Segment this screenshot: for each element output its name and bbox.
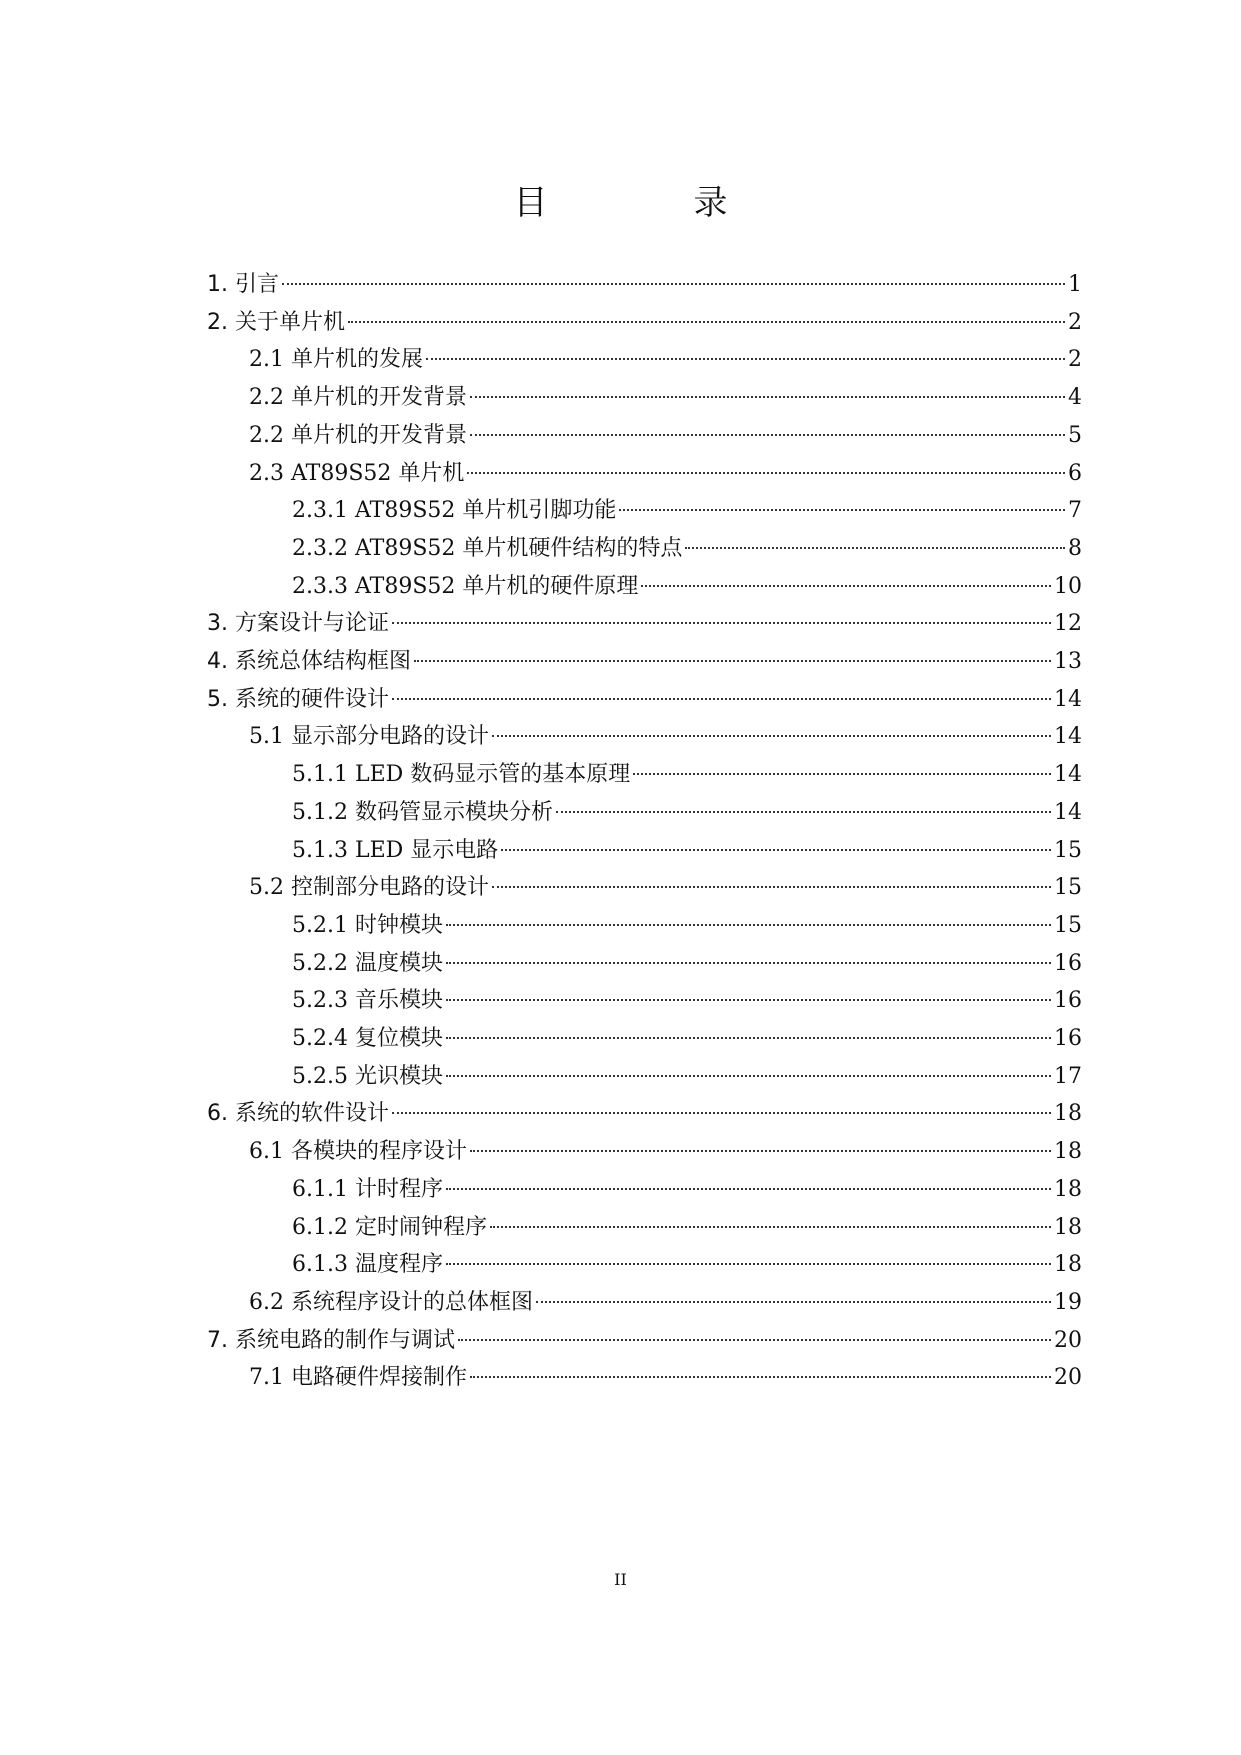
toc-entry[interactable]: [292, 905, 1082, 947]
toc-dot-leader: [446, 962, 1051, 964]
toc-entry-page: 1: [1068, 272, 1082, 297]
toc-entry-label: 2. 关于单片机: [207, 310, 345, 335]
toc-entry[interactable]: [292, 754, 1082, 796]
toc-entry-page: 15: [1054, 913, 1082, 938]
toc-entry-page: 18: [1054, 1101, 1082, 1126]
toc-dot-leader: [501, 849, 1051, 851]
toc-entry-label: 5.2.5 光识模块: [292, 1064, 443, 1089]
toc-entry[interactable]: [292, 566, 1082, 608]
toc-dot-leader: [685, 547, 1065, 549]
toc-entry-label: 5.1.1 LED 数码显示管的基本原理: [292, 762, 631, 787]
toc-entry[interactable]: [292, 1056, 1082, 1098]
toc-entry[interactable]: [292, 490, 1082, 532]
toc-entry-label: 6.1.2 定时闹钟程序: [292, 1215, 487, 1240]
toc-entry[interactable]: [207, 679, 1082, 721]
toc-entry-label: 7.1 电路硬件焊接制作: [249, 1365, 467, 1390]
toc-entry[interactable]: [292, 1018, 1082, 1060]
toc-entry-label: 5. 系统的硬件设计: [207, 687, 389, 712]
toc-dot-leader: [641, 585, 1051, 587]
toc-entry[interactable]: [207, 302, 1082, 344]
toc-entry-label: 2.3.3 AT89S52 单片机的硬件原理: [292, 574, 639, 599]
toc-entry-page: 18: [1054, 1215, 1082, 1240]
toc-entry[interactable]: [292, 1207, 1082, 1249]
toc-entry[interactable]: [207, 1093, 1082, 1135]
toc-entry[interactable]: [249, 867, 1082, 909]
toc-dot-leader: [470, 396, 1065, 398]
toc-dot-leader: [392, 1112, 1051, 1114]
toc-entry-label: 1. 引言: [207, 272, 279, 297]
toc-entry[interactable]: [249, 339, 1082, 381]
toc-entry-label: 5.1.3 LED 显示电路: [292, 838, 499, 863]
toc-entry-page: 7: [1068, 498, 1082, 523]
toc-entry[interactable]: [249, 453, 1082, 495]
toc-dot-leader: [467, 472, 1065, 474]
toc-entry-page: 20: [1054, 1365, 1082, 1390]
toc-entry-label: 2.1 单片机的发展: [249, 347, 423, 372]
toc-entry-page: 4: [1068, 385, 1082, 410]
toc-entry-label: 3. 方案设计与论证: [207, 611, 389, 636]
toc-dot-leader: [446, 1075, 1051, 1077]
page-number: II: [614, 1570, 627, 1589]
toc-entry[interactable]: [249, 415, 1082, 457]
toc-entry-page: 17: [1054, 1064, 1082, 1089]
toc-dot-leader: [348, 321, 1065, 323]
toc-dot-leader: [414, 660, 1051, 662]
toc-entry[interactable]: [292, 1169, 1082, 1211]
toc-dot-leader: [458, 1339, 1051, 1341]
toc-entry-page: 16: [1054, 988, 1082, 1013]
toc-entry-page: 2: [1068, 310, 1082, 335]
toc-dot-leader: [446, 1037, 1051, 1039]
toc-entry-page: 2: [1068, 347, 1082, 372]
toc-entry[interactable]: [249, 716, 1082, 758]
toc-entry-page: 18: [1054, 1252, 1082, 1277]
toc-dot-leader: [392, 698, 1051, 700]
toc-entry-label: 2.3 AT89S52 单片机: [249, 461, 465, 486]
toc-entry-label: 5.2.4 复位模块: [292, 1026, 443, 1051]
toc-dot-leader: [619, 509, 1065, 511]
toc-dot-leader: [470, 1376, 1051, 1378]
toc-entry-page: 15: [1054, 875, 1082, 900]
toc-dot-leader: [633, 773, 1051, 775]
page-title: 目 录: [513, 183, 784, 223]
toc-entry-page: 15: [1054, 838, 1082, 863]
toc-entry-page: 19: [1054, 1290, 1082, 1315]
toc-entry-page: 18: [1054, 1139, 1082, 1164]
toc-dot-leader: [470, 434, 1065, 436]
toc-dot-leader: [446, 999, 1051, 1001]
toc-entry-page: 12: [1054, 611, 1082, 636]
toc-entry-label: 6.2 系统程序设计的总体框图: [249, 1290, 533, 1315]
toc-entry[interactable]: [207, 641, 1082, 683]
toc-entry-label: 5.2.1 时钟模块: [292, 913, 443, 938]
toc-entry-label: 6.1 各模块的程序设计: [249, 1139, 467, 1164]
toc-dot-leader: [446, 1263, 1051, 1265]
toc-dot-leader: [492, 886, 1051, 888]
toc-entry[interactable]: [292, 830, 1082, 872]
toc-entry-label: 7. 系统电路的制作与调试: [207, 1328, 455, 1353]
toc-entry-page: 16: [1054, 951, 1082, 976]
toc-entry-page: 10: [1054, 574, 1082, 599]
toc-entry[interactable]: [292, 1244, 1082, 1286]
toc-entry-label: 4. 系统总体结构框图: [207, 649, 411, 674]
toc-entry[interactable]: [292, 943, 1082, 985]
toc-entry-page: 13: [1054, 649, 1082, 674]
toc-entry-label: 6.1.1 计时程序: [292, 1177, 443, 1202]
toc-entry[interactable]: [207, 1320, 1082, 1362]
toc-dot-leader: [556, 811, 1051, 813]
toc-entry[interactable]: [207, 264, 1082, 306]
toc-dot-leader: [446, 924, 1051, 926]
toc-entry-page: 6: [1068, 461, 1082, 486]
toc-entry-label: 5.1 显示部分电路的设计: [249, 724, 489, 749]
toc-dot-leader: [536, 1301, 1051, 1303]
toc-entry-page: 18: [1054, 1177, 1082, 1202]
toc-entry[interactable]: [292, 980, 1082, 1022]
toc-entry[interactable]: [249, 1357, 1082, 1399]
toc-entry-label: 5.2 控制部分电路的设计: [249, 875, 489, 900]
toc-entry-page: 8: [1068, 536, 1082, 561]
toc-entry[interactable]: [249, 1282, 1082, 1324]
toc-dot-leader: [392, 622, 1051, 624]
toc-entry[interactable]: [292, 528, 1082, 570]
toc-entry-label: 2.3.2 AT89S52 单片机硬件结构的特点: [292, 536, 683, 561]
toc-entry-page: 14: [1054, 762, 1082, 787]
toc-dot-leader: [490, 1226, 1051, 1228]
toc-entry[interactable]: [292, 792, 1082, 834]
toc-dot-leader: [492, 735, 1051, 737]
toc-entry[interactable]: [249, 1131, 1082, 1173]
toc-entry-label: 5.2.3 音乐模块: [292, 988, 443, 1013]
toc-entry-page: 16: [1054, 1026, 1082, 1051]
toc-entry[interactable]: [249, 377, 1082, 419]
toc-entry[interactable]: [207, 603, 1082, 645]
toc-entry-page: 5: [1068, 423, 1082, 448]
toc-dot-leader: [282, 283, 1065, 285]
toc-entry-label: 2.3.1 AT89S52 单片机引脚功能: [292, 498, 617, 523]
toc-entry-page: 14: [1054, 687, 1082, 712]
toc-entry-label: 5.2.2 温度模块: [292, 951, 443, 976]
toc-entry-page: 14: [1054, 724, 1082, 749]
toc-entry-label: 6. 系统的软件设计: [207, 1101, 389, 1126]
toc-entry-label: 5.1.2 数码管显示模块分析: [292, 800, 553, 825]
toc-entry-label: 2.2 单片机的开发背景: [249, 385, 467, 410]
toc-entry-label: 2.2 单片机的开发背景: [249, 423, 467, 448]
toc-entry-page: 14: [1054, 800, 1082, 825]
toc-dot-leader: [426, 358, 1065, 360]
toc-entry-label: 6.1.3 温度程序: [292, 1252, 443, 1277]
toc-entry-page: 20: [1054, 1328, 1082, 1353]
toc-dot-leader: [446, 1188, 1051, 1190]
toc-dot-leader: [470, 1150, 1051, 1152]
